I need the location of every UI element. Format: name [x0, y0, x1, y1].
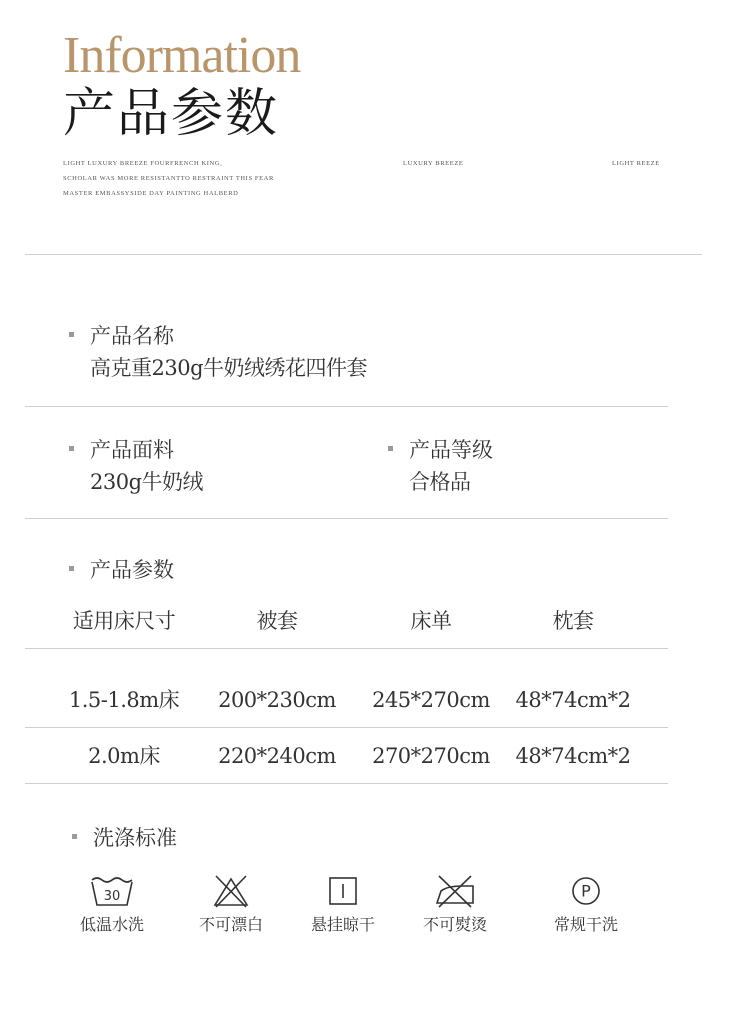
care-item-iron — [400, 874, 510, 935]
table-cell: 48*74cm*2 — [515, 744, 631, 768]
header-divider — [25, 254, 702, 255]
care-item-bleach — [176, 874, 286, 935]
table-cell: 48*74cm*2 — [515, 688, 631, 712]
bullet-icon — [69, 332, 74, 337]
table-cell: 1.5-1.8m床 — [68, 688, 180, 712]
tagline-line-1: LIGHT LUXURY BREEZE FOURFRENCH KING, — [63, 160, 223, 167]
care-label: 不可漂白 — [198, 915, 263, 934]
product-name-value: 高克重230g牛奶绒绣花四件套 — [90, 356, 368, 380]
product-name-label: 产品名称 — [90, 324, 174, 348]
table-divider — [25, 648, 668, 649]
fabric-label: 产品面料 — [90, 438, 174, 462]
bullet-icon — [388, 446, 393, 451]
table-header-size: 适用床尺寸 — [72, 609, 176, 633]
tagline-right: LIGHT REEZE — [612, 160, 660, 167]
table-header-pillowcase: 枕套 — [552, 609, 594, 633]
dry-clean-letter: P — [581, 881, 591, 901]
wash-label: 洗涤标准 — [93, 826, 177, 850]
section-divider — [25, 406, 668, 407]
params-label: 产品参数 — [90, 558, 174, 582]
dry-clean-p-icon — [569, 874, 603, 908]
section-divider — [25, 518, 668, 519]
table-divider — [25, 727, 668, 728]
table-cell: 2.0m床 — [88, 744, 160, 768]
wash-temp-text: 30 — [103, 889, 121, 904]
no-iron-icon — [433, 874, 477, 908]
bullet-icon — [69, 446, 74, 451]
table-cell: 245*270cm — [372, 688, 490, 712]
table-divider — [25, 783, 668, 784]
care-item-dryclean — [531, 874, 641, 935]
table-cell: 200*230cm — [218, 688, 336, 712]
title-cn: 产品参数 — [63, 84, 280, 144]
care-label: 低温水洗 — [79, 915, 144, 934]
tagline-line-2: SCHOLAR WAS MORE RESISTANTTO RESTRAINT THIS FEAR — [63, 175, 274, 182]
grade-value: 合格品 — [409, 470, 471, 494]
wash-30-icon — [89, 874, 135, 908]
table-header-sheet: 床单 — [410, 609, 452, 633]
table-cell: 220*240cm — [218, 744, 336, 768]
care-item-hang — [288, 874, 398, 935]
bullet-icon — [69, 566, 74, 571]
table-cell: 270*270cm — [372, 744, 490, 768]
care-item-wash — [57, 874, 167, 935]
no-bleach-icon — [211, 874, 251, 908]
title-en: Information — [63, 27, 301, 84]
hang-dry-icon — [326, 874, 360, 908]
tagline-line-3: MASTER EMBASSYSIDE DAY PAINTING HALBERD — [63, 190, 239, 197]
care-label: 不可熨烫 — [422, 915, 487, 934]
bullet-icon — [72, 834, 77, 839]
fabric-value: 230g牛奶绒 — [90, 470, 204, 494]
tagline-mid: LUXURY BREEZE — [403, 160, 464, 167]
care-label: 常规干洗 — [553, 915, 618, 934]
table-header-duvet: 被套 — [256, 609, 298, 633]
grade-label: 产品等级 — [409, 438, 493, 462]
care-label: 悬挂晾干 — [310, 915, 375, 934]
